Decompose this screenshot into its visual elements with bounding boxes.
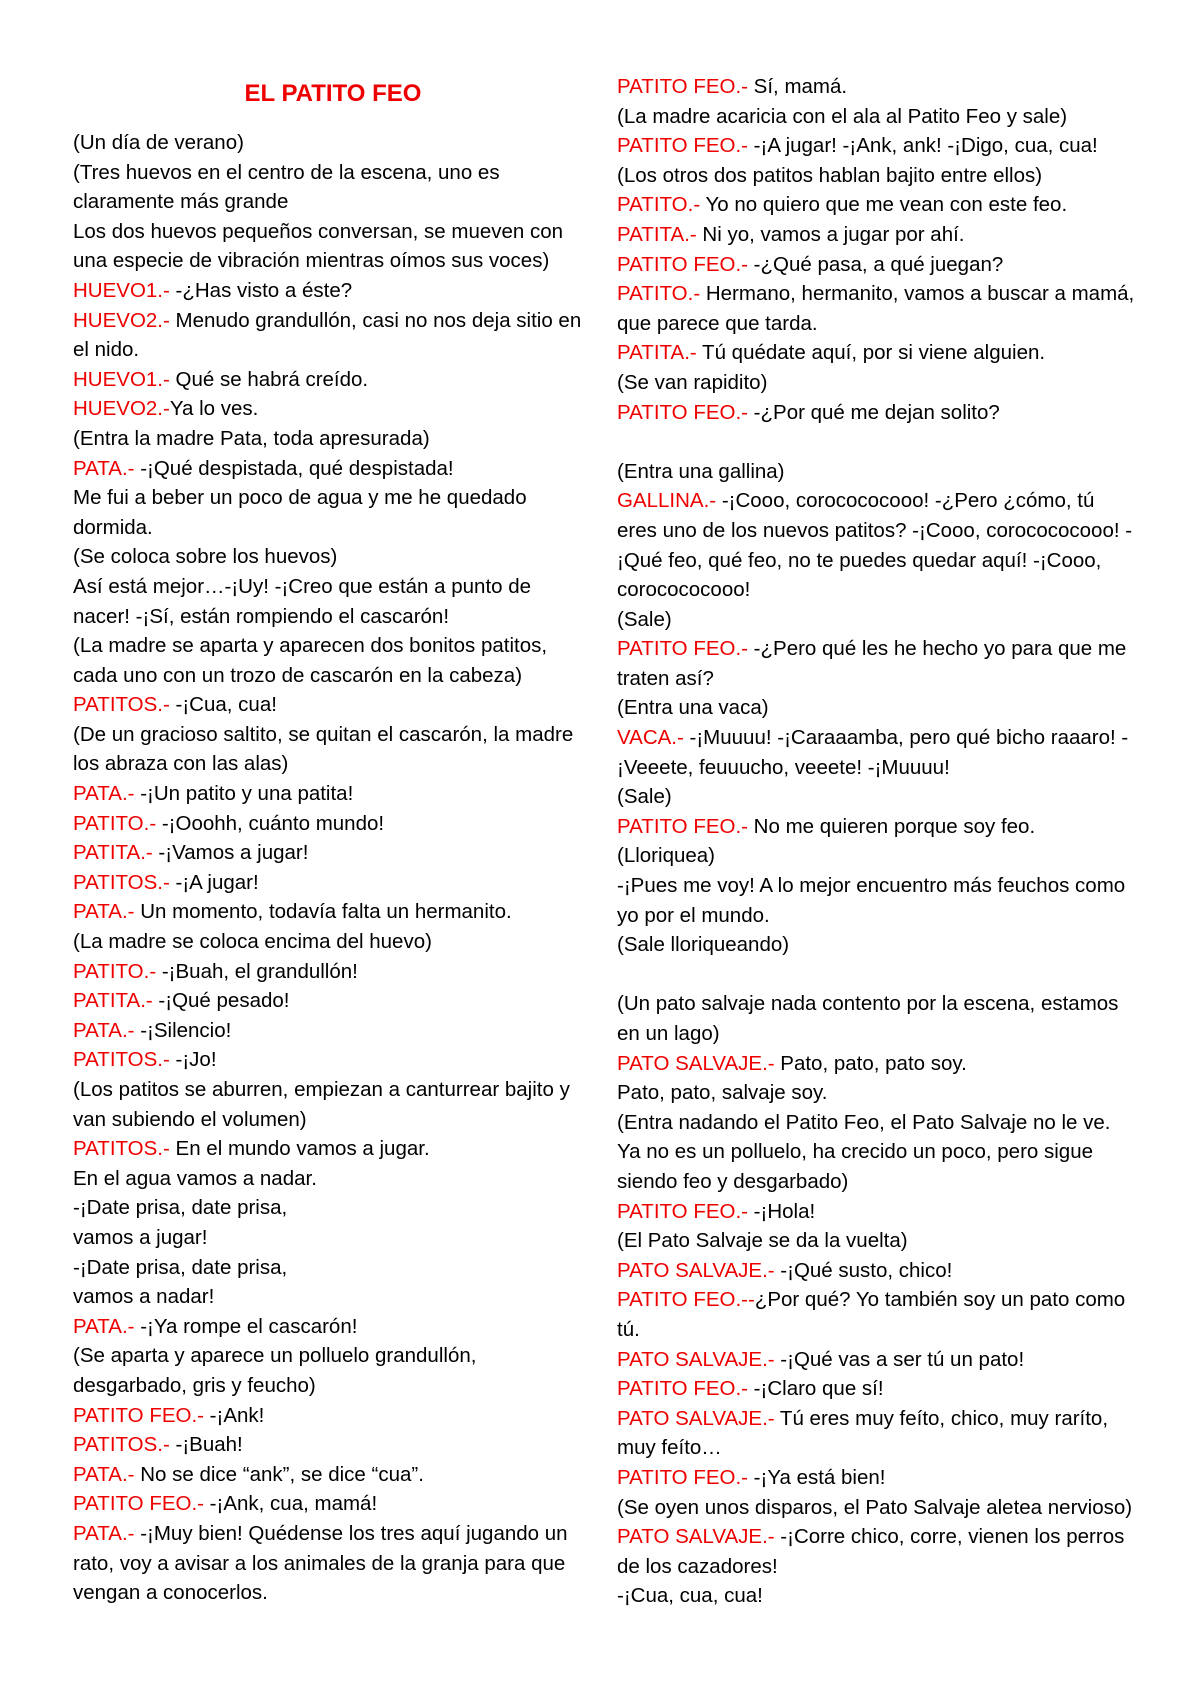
stage-direction-line (73, 1193, 593, 1223)
dialogue-line (617, 131, 1137, 161)
dialogue-line (73, 809, 593, 839)
line-text: -¡A jugar! -¡Ank, ank! -¡Digo, cua, cua! (747, 134, 1098, 158)
line-text: -¿Por qué me dejan solito? (747, 400, 1000, 424)
speaker-name: HUEVO2.- (73, 397, 170, 421)
dialogue-line (73, 986, 593, 1016)
speaker-name: PATO SALVAJE.- (617, 1347, 775, 1371)
stage-direction-line (73, 631, 593, 690)
dialogue-line (617, 486, 1137, 604)
line-text: (Entra una vaca) (617, 696, 769, 720)
speaker-name: PATITO FEO.- (617, 75, 748, 98)
speaker-name: PATO SALVAJE.- (617, 1051, 775, 1075)
speaker-name: PATA.- (73, 900, 135, 924)
line-text: No me quieren porque soy feo. (747, 814, 1036, 838)
line-text: (La madre se coloca encima del huevo) (73, 930, 432, 954)
speaker-name: PATITA.- (617, 222, 697, 246)
dialogue-line (73, 1430, 593, 1460)
stage-direction-line (617, 1078, 1137, 1108)
dialogue-line (617, 1345, 1137, 1375)
line-text: (Entra una gallina) (617, 459, 785, 483)
line-text: (Se oyen unos disparos, el Pato Salvaje aletea nervioso) (617, 1495, 1133, 1519)
line-text: Menudo grandullón, casi no nos deja sitio en el nido. (73, 308, 582, 362)
line-text: -¡Cooo, corocococooo! -¿Pero ¿cómo, tú eres uno de los nuevos patitos? -¡Cooo, corocococooo! -¡Qué feo, qué feo, no te puedes quedar aquí! -¡Cooo, corocococooo! (617, 489, 1133, 602)
dialogue-line (73, 1519, 593, 1608)
line-text: No se dice “ank”, se dice “cua”. (134, 1462, 424, 1486)
line-text: (Se aparta y aparece un polluelo grandullón, desgarbado, gris y feucho) (73, 1344, 477, 1397)
speaker-name: PATITO FEO.- (617, 134, 748, 158)
speaker-name: PATA.- (73, 1314, 135, 1338)
line-text: Un momento, todavía falta un hermanito. (134, 900, 512, 924)
stage-direction-line (73, 158, 593, 217)
stage-direction-line (617, 693, 1137, 723)
speaker-name: PATITOS.- (73, 1137, 170, 1161)
stage-direction-line (73, 483, 593, 542)
speaker-name: PATITO FEO.- (73, 1492, 204, 1516)
speaker-name: PATITO.- (617, 282, 701, 306)
speaker-name: PATO SALVAJE.- (617, 1525, 775, 1549)
line-text: -¿Pero qué les he hecho yo para que me traten así? (617, 637, 1127, 690)
line-text: Ni yo, vamos a jugar por ahí. (696, 222, 965, 246)
line-text: -¡A jugar! (169, 870, 259, 894)
right-column (617, 72, 1137, 1611)
line-text: -¡Muuuu! -¡Caraaamba, pero qué bicho raaaro! -¡Veeete, feuuucho, veeete! -¡Muuuu! (617, 726, 1129, 779)
dialogue-line (617, 250, 1137, 280)
line-text: -¡Qué susto, chico! (774, 1258, 953, 1282)
line-text: (Sale) (617, 785, 672, 809)
speaker-name: PATITO FEO.- (617, 1465, 748, 1489)
line-text: Los dos huevos pequeños conversan, se mueven con una especie de vibración mientras oímos sus voces) (73, 219, 564, 273)
line-text: -¡Pues me voy! A lo mejor encuentro más feuchos como yo por el mundo. (617, 874, 1126, 927)
line-text: Tú quédate aquí, por si viene alguien. (696, 341, 1046, 365)
dialogue-line (617, 1374, 1137, 1404)
line-text: En el agua vamos a nadar. (73, 1166, 317, 1190)
stage-direction-line (617, 457, 1137, 487)
stage-direction-line (617, 841, 1137, 871)
line-text: (Entra nadando el Patito Feo, el Pato Salvaje no le ve. Ya no es un polluelo, ha crecido un poco, pero sigue siendo feo y desgarbado) (617, 1110, 1111, 1193)
stage-direction-line (617, 1226, 1137, 1256)
speaker-name: HUEVO1.- (73, 367, 170, 391)
line-text: -¡Ank, cua, mamá! (203, 1492, 378, 1516)
dialogue-line (617, 812, 1137, 842)
line-text: -¡Vamos a jugar! (152, 841, 309, 865)
dialogue-line (617, 72, 1137, 102)
line-text: -¡Jo! (169, 1048, 217, 1072)
line-text: -¡Qué despistada, qué despistada! (134, 456, 454, 480)
line-text: -¡Date prisa, date prisa, (73, 1196, 288, 1220)
speaker-name: PATA.- (73, 782, 135, 806)
dialogue-line (617, 1463, 1137, 1493)
stage-direction-line (73, 217, 593, 276)
line-text: (Un día de verano) (73, 131, 244, 154)
line-text: -¡Cua, cua, cua! (617, 1584, 763, 1608)
line-text: Sí, mamá. (747, 75, 848, 98)
speaker-name: PATA.- (73, 1462, 135, 1486)
stage-direction-line (617, 930, 1137, 960)
speaker-name: PATO SALVAJE.- (617, 1406, 775, 1430)
stage-direction-line (73, 1075, 593, 1134)
dialogue-line (73, 838, 593, 868)
line-text: Pato, pato, pato soy. (774, 1051, 967, 1075)
speaker-name: PATITO FEO.- (617, 252, 748, 276)
stage-direction-line (73, 1164, 593, 1194)
line-text: -¡Ank! (203, 1403, 265, 1427)
speaker-name: PATITO FEO.-- (617, 1288, 755, 1312)
dialogue-line (617, 220, 1137, 250)
line-text: (Se van rapidito) (617, 370, 768, 394)
dialogue-line (617, 279, 1137, 338)
dialogue-line (73, 779, 593, 809)
line-text: -¿Has visto a éste? (169, 278, 353, 302)
dialogue-line (73, 276, 593, 306)
speaker-name: PATA.- (73, 1521, 135, 1545)
stage-direction-line (617, 161, 1137, 191)
speaker-name: PATITO.- (73, 811, 157, 835)
speaker-name: PATITO.- (617, 193, 701, 217)
blank-line (617, 960, 1137, 990)
blank-line (617, 427, 1137, 457)
dialogue-line (617, 1049, 1137, 1079)
stage-direction-line (617, 871, 1137, 930)
stage-direction-line (73, 720, 593, 779)
stage-direction-line (73, 128, 593, 158)
dialogue-line (73, 957, 593, 987)
line-text: -¡Qué pesado! (152, 989, 290, 1013)
dialogue-line (617, 338, 1137, 368)
dialogue-line (617, 398, 1137, 428)
speaker-name: PATA.- (73, 1018, 135, 1042)
line-text: -¡Qué vas a ser tú un pato! (774, 1347, 1025, 1371)
speaker-name: PATITOS.- (73, 870, 170, 894)
speaker-name: PATITO FEO.- (617, 814, 748, 838)
line-text: Me fui a beber un poco de agua y me he quedado dormida. (73, 486, 527, 539)
stage-direction-line (73, 1253, 593, 1283)
line-text: -¡Ya rompe el cascarón! (134, 1314, 358, 1338)
line-text: vamos a nadar! (73, 1285, 215, 1309)
dialogue-line (617, 634, 1137, 693)
dialogue-line (73, 1401, 593, 1431)
speaker-name: PATITO.- (73, 959, 157, 983)
dialogue-line (73, 868, 593, 898)
dialogue-line (617, 190, 1137, 220)
line-text: -¡Corre chico, corre, vienen los perros de los cazadores! (617, 1525, 1125, 1578)
line-text: (Se coloca sobre los huevos) (73, 545, 338, 569)
dialogue-line (617, 723, 1137, 782)
speaker-name: PATITO FEO.- (617, 1199, 748, 1223)
line-text: -¡Date prisa, date prisa, (73, 1255, 288, 1279)
line-text: -¡Ya está bien! (747, 1465, 886, 1489)
dialogue-line (617, 1256, 1137, 1286)
stage-direction-line (617, 368, 1137, 398)
line-text: vamos a jugar! (73, 1225, 208, 1249)
line-text: Ya lo ves. (169, 397, 259, 421)
line-text: Hermano, hermanito, vamos a buscar a mamá, que parece que tarda. (617, 282, 1135, 335)
line-text: (Un pato salvaje nada contento por la escena, estamos en un lago) (617, 992, 1119, 1045)
stage-direction-line (73, 927, 593, 957)
speaker-name: PATITO FEO.- (617, 400, 748, 424)
speaker-name: GALLINA.- (617, 489, 717, 513)
speaker-name: PATITA.- (73, 841, 153, 865)
line-text: -¡Buah, el grandullón! (156, 959, 358, 983)
stage-direction-line (617, 1493, 1137, 1523)
line-text: En el mundo vamos a jugar. (169, 1137, 430, 1161)
left-column (73, 72, 593, 1608)
dialogue-line (73, 454, 593, 484)
speaker-name: HUEVO1.- (73, 278, 170, 302)
stage-direction-line (73, 542, 593, 572)
line-text: ¿Por qué? Yo también soy un pato como tú. (617, 1288, 1126, 1341)
line-text: -¡Silencio! (134, 1018, 232, 1042)
speaker-name: PATITOS.- (73, 1048, 170, 1072)
stage-direction-line (617, 605, 1137, 635)
line-text: (La madre se aparta y aparecen dos bonitos patitos, cada uno con un trozo de cascarón en la cabeza) (73, 634, 548, 687)
dialogue-line (73, 897, 593, 927)
speaker-name: PATITO FEO.- (73, 1403, 204, 1427)
speaker-name: PATITO FEO.- (617, 637, 748, 661)
line-text: Tú eres muy feíto, chico, muy raríto, muy feíto… (617, 1406, 1109, 1460)
line-text: (Tres huevos en el centro de la escena, uno es claramente más grande (73, 160, 500, 214)
line-text: Qué se habrá creído. (169, 367, 369, 391)
dialogue-line (73, 1489, 593, 1519)
line-text: -¿Qué pasa, a qué juegan? (747, 252, 1004, 276)
speaker-name: PATO SALVAJE.- (617, 1258, 775, 1282)
dialogue-line (617, 1285, 1137, 1344)
stage-direction-line (73, 1282, 593, 1312)
line-text: Así está mejor…-¡Uy! -¡Creo que están a punto de nacer! -¡Sí, están rompiendo el cascarón! (73, 574, 532, 628)
dialogue-line (73, 365, 593, 395)
stage-direction-line (73, 1341, 593, 1400)
line-text: (Sale) (617, 607, 672, 631)
line-text: -¡Buah! (169, 1433, 243, 1457)
stage-direction-line (617, 989, 1137, 1048)
line-text: -¡Claro que sí! (747, 1377, 884, 1401)
dialogue-line (73, 1312, 593, 1342)
speaker-name: PATITA.- (617, 341, 697, 365)
line-text: (Los patitos se aburren, empiezan a canturrear bajito y van subiendo el volumen) (73, 1078, 570, 1131)
speaker-name: PATITOS.- (73, 1433, 170, 1457)
line-text: -¡Muy bien! Quédense los tres aquí jugando un rato, voy a avisar a los animales de la granja para que vengan a conocerlos. (73, 1521, 568, 1605)
line-text: Yo no quiero que me vean con este feo. (700, 193, 1068, 217)
line-text: Pato, pato, salvaje soy. (617, 1081, 828, 1105)
speaker-name: VACA.- (617, 726, 684, 750)
line-text: (Entra la madre Pata, toda apresurada) (73, 426, 430, 450)
line-text: (La madre acaricia con el ala al Patito Feo y sale) (617, 104, 1068, 128)
line-text: (Lloriquea) (617, 844, 715, 868)
line-text: -¡Ooohh, cuánto mundo! (156, 811, 385, 835)
stage-direction-line (73, 424, 593, 454)
dialogue-line (73, 394, 593, 424)
speaker-name: PATITO FEO.- (617, 1377, 748, 1401)
line-text: (De un gracioso saltito, se quitan el cascarón, la madre los abraza con las alas) (73, 722, 574, 776)
dialogue-line (617, 1197, 1137, 1227)
line-text: -¡Cua, cua! (169, 693, 277, 717)
line-text: (Los otros dos patitos hablan bajito entre ellos) (617, 163, 1043, 187)
line-text: -¡Un patito y una patita! (134, 782, 354, 806)
stage-direction-line (617, 102, 1137, 132)
line-text: (Sale lloriqueando) (617, 933, 790, 957)
stage-direction-line (73, 1223, 593, 1253)
speaker-name: PATA.- (73, 456, 135, 480)
line-text: -¡Hola! (747, 1199, 816, 1223)
speaker-name: PATITA.- (73, 989, 153, 1013)
stage-direction-line (617, 782, 1137, 812)
line-text: (El Pato Salvaje se da la vuelta) (617, 1229, 908, 1253)
dialogue-line (73, 690, 593, 720)
dialogue-line (73, 306, 593, 365)
stage-direction-line (617, 1108, 1137, 1197)
dialogue-line (73, 1045, 593, 1075)
dialogue-line (617, 1404, 1137, 1463)
dialogue-line (73, 1460, 593, 1490)
speaker-name: PATITOS.- (73, 693, 170, 717)
speaker-name: HUEVO2.- (73, 308, 170, 332)
dialogue-line (73, 1134, 593, 1164)
stage-direction-line (73, 572, 593, 631)
stage-direction-line (617, 1581, 1137, 1611)
dialogue-line (73, 1016, 593, 1046)
document-title: EL PATITO FEO (244, 80, 422, 107)
dialogue-line (617, 1522, 1137, 1581)
